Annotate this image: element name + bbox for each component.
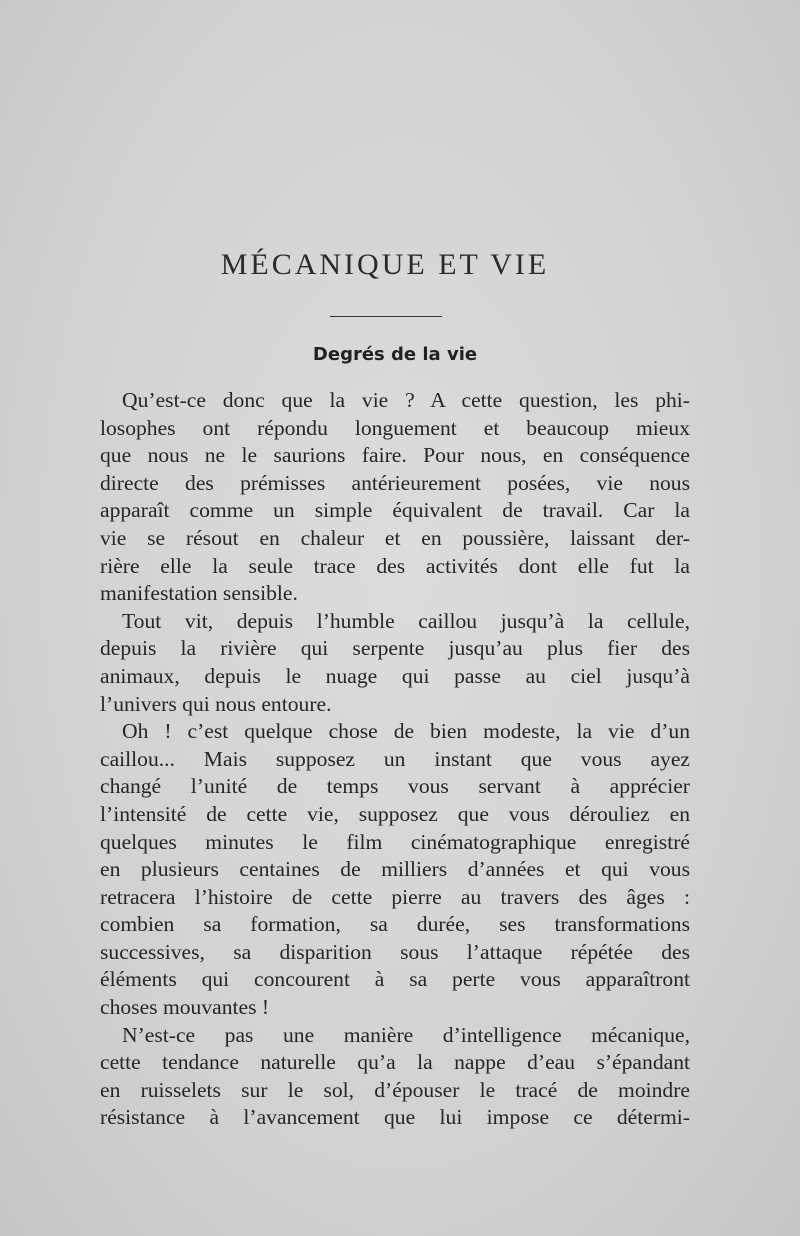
text-line: animaux, depuis le nuage qui passe au ciel jusqu’à: [100, 663, 690, 688]
section-title: Degrés de la vie: [312, 344, 478, 365]
text-line: apparaît comme un simple équivalent de travail. Car la: [100, 498, 690, 523]
paragraph-1: [100, 387, 690, 608]
text-line: combien sa formation, sa durée, ses transformations: [100, 912, 690, 937]
text-line: choses mouvantes !: [100, 995, 270, 1020]
text-line: N’est-ce pas une manière d’intelligence mécanique,: [122, 1022, 690, 1047]
text-line: résistance à l’avancement que lui impose ce détermi-: [100, 1105, 690, 1130]
text-line: l’intensité de cette vie, supposez que vous dérouliez en: [100, 801, 690, 826]
text-line: quelques minutes le film cinématographique enregistré: [100, 829, 690, 854]
chapter-title: MÉCANIQUE ET VIE: [220, 248, 550, 281]
text-line: rière elle la seule trace des activités dont elle fut la: [100, 553, 690, 578]
text-line: depuis la rivière qui serpente jusqu’au plus fier des: [100, 636, 690, 661]
paragraph-4: [100, 1022, 690, 1132]
text-line: l’univers qui nous entoure.: [100, 691, 332, 716]
text-line: en plusieurs centaines de milliers d’années et qui vous: [100, 857, 690, 882]
body-text: [100, 387, 690, 1132]
text-line: Oh ! c’est quelque chose de bien modeste, la vie d’un: [122, 719, 690, 744]
text-line: caillou... Mais supposez un instant que vous ayez: [100, 746, 690, 771]
text-line: Qu’est-ce donc que la vie ? A cette question, les phi-: [122, 388, 690, 412]
text-line: directe des prémisses antérieurement posées, vie nous: [100, 470, 690, 495]
text-line: vie se résout en chaleur et en poussière, laissant der-: [100, 525, 690, 550]
text-line: cette tendance naturelle qu’a la nappe d’eau s’épandant: [100, 1050, 690, 1075]
text-line: retracera l’histoire de cette pierre au travers des âges :: [100, 884, 690, 909]
text-line: que nous ne le saurions faire. Pour nous, en conséquence: [100, 443, 690, 468]
text-line: losophes ont répondu longuement et beaucoup mieux: [100, 415, 690, 440]
text-line: éléments qui concourent à sa perte vous apparaîtront: [100, 967, 690, 992]
text-line: manifestation sensible.: [100, 581, 298, 606]
text-line: en ruisselets sur le sol, d’épouser le tracé de moindre: [100, 1077, 690, 1102]
text-line: successives, sa disparition sous l’attaque répétée des: [100, 939, 690, 964]
paragraph-2: [100, 608, 690, 718]
text-line: Tout vit, depuis l’humble caillou jusqu’à la cellule,: [122, 608, 690, 633]
paragraph-3: [100, 718, 690, 1022]
title-divider: [330, 316, 442, 317]
text-line: changé l’unité de temps vous servant à apprécier: [100, 774, 690, 799]
